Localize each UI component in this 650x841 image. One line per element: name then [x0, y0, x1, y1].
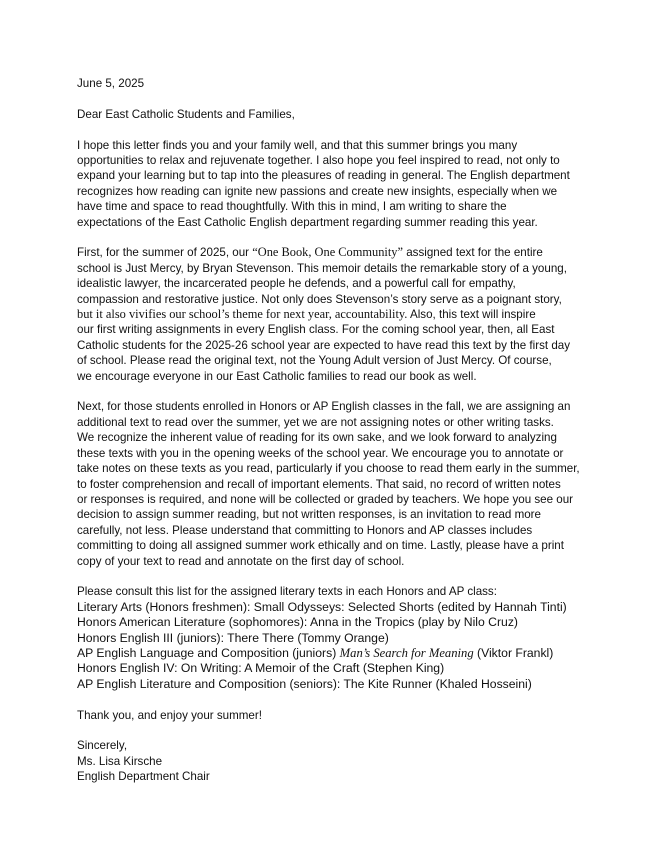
paragraph-line: committing to doing all assigned summer work ethically and on time. Lastly, please have a print	[77, 539, 564, 553]
signer-name: Ms. Lisa Kirsche	[77, 754, 163, 768]
letter-closing: Thank you, and enjoy your summer!	[77, 708, 262, 722]
paragraph-line: of school. Please read the original text, not the Young Adult version of Just Mercy. Of course,	[77, 354, 552, 368]
signature-block	[77, 738, 587, 784]
one-book-title: “One Book, One Community”	[252, 245, 403, 260]
paragraph-line: we encourage everyone in our East Catholic families to read our book as well.	[77, 369, 477, 383]
course-item-ap-lang: AP English Language and Composition (juniors) Man’s Search for Meaning (Viktor Frankl)	[77, 645, 554, 660]
reading-list-intro: Please consult this list for the assigned literary texts in each Honors and AP class:	[77, 585, 497, 599]
course-item-literary-arts: Literary Arts (Honors freshmen): Small Odysseys: Selected Shorts (edited by Hannah Tinti)	[77, 599, 567, 614]
paragraph-line: expectations of the East Catholic English department regarding summer reading this year.	[77, 215, 538, 229]
paragraph-line: idealistic lawyer, the incarcerated people he defends, and a powerful call for empathy,	[77, 277, 516, 291]
paragraph-line: school is Just Mercy, by Bryan Stevenson. This memoir details the remarkable story of a young,	[77, 261, 567, 275]
signer-title: English Department Chair	[77, 770, 210, 784]
paragraph-line: have time and space to read thoughtfully. With this in mind, I am writing to share the	[77, 200, 507, 214]
paragraph-line: compassion and restorative justice. Not only does Stevenson’s story serve as a poignant story,	[77, 292, 562, 306]
signoff: Sincerely,	[77, 739, 128, 753]
paragraph-line: carefully, not less. Please understand that committing to Honors and AP classes includes	[77, 523, 533, 537]
letter-date: June 5, 2025	[77, 77, 145, 90]
course-item-honors-american-lit: Honors American Literature (sophomores): Anna in the Tropics (play by Nilo Cruz)	[77, 615, 518, 630]
paragraph-line: expand your learning but to tap into the pleasures of reading in general. The English department	[77, 169, 570, 183]
paragraph-line: copy of your text to read and annotate on the first day of school.	[77, 554, 405, 568]
paragraph-line: but it also vivifies our school’s theme for next year, accountability. Also, this text will inspire	[77, 307, 536, 322]
paragraph-line: decision to assign summer reading, but not written responses, is an invitation to read more	[77, 508, 541, 522]
reading-list	[77, 584, 587, 692]
paragraph-line: these texts with you in the opening weeks of the school year. We encourage you to annotate or	[77, 446, 564, 460]
paragraph-line: our first writing assignments in every English class. For the coming school year, then, all East	[77, 323, 555, 337]
paragraph-line: I hope this letter finds you and your family well, and that this summer brings you many	[77, 138, 518, 152]
paragraph-line: First, for the summer of 2025, our “One Book, One Community” assigned text for the entire	[77, 245, 543, 260]
paragraph-line: take notes on these texts as you read, particularly if you choose to read them early in the summer,	[77, 462, 580, 476]
paragraph-intro	[77, 138, 587, 230]
paragraph-line: Next, for those students enrolled in Honors or AP English classes in the fall, we are assigning an	[77, 400, 571, 414]
paragraph-one-book	[77, 245, 587, 384]
letter-greeting: Dear East Catholic Students and Families,	[77, 107, 295, 121]
paragraph-honors-ap	[77, 399, 587, 568]
paragraph-line: Catholic students for the 2025-26 school year are expected to have read this text by the first day	[77, 338, 571, 352]
course-item-ap-lit: AP English Literature and Composition (seniors): The Kite Runner (Khaled Hosseini)	[77, 676, 532, 691]
paragraph-line: recognizes how reading can ignite new passions and create new insights, especially when we	[77, 184, 558, 198]
paragraph-line: We recognize the inherent value of reading for its own sake, and we look forward to analyzing	[77, 431, 557, 445]
paragraph-line: opportunities to relax and rejuvenate together. I also hope you feel inspired to read, not only to	[77, 154, 560, 167]
paragraph-line: additional text to read over the summer, yet we are not assigning notes or other writing tasks.	[77, 415, 554, 429]
book-title-italic: Man’s Search for Meaning	[339, 645, 474, 660]
course-item-honors-english-3: Honors English III (juniors): There There (Tommy Orange)	[77, 630, 389, 645]
letter-page	[77, 76, 587, 785]
paragraph-line: to foster comprehension and recall of important elements. That said, no record of written notes	[77, 477, 561, 491]
paragraph-line: or responses is required, and none will be collected or graded by teachers. We hope you see our	[77, 492, 574, 506]
course-item-honors-english-4: Honors English IV: On Writing: A Memoir of the Craft (Stephen King)	[77, 661, 445, 676]
